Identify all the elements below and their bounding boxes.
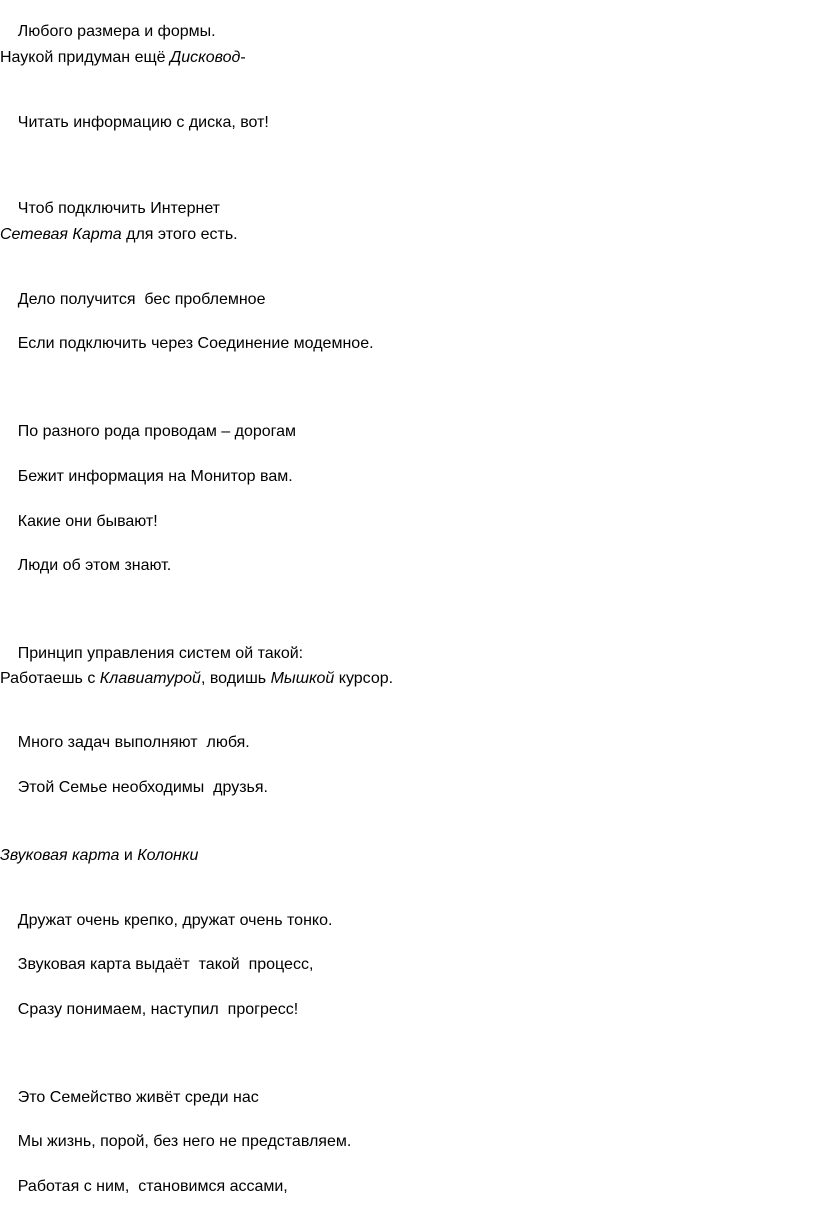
line-text: Это Семейство живёт среди нас [17, 1089, 259, 1106]
line-text: Много задач выполняют любя. [17, 734, 250, 751]
italic-term: Дисковод [169, 49, 241, 66]
line-text: Наукой придуман ещё [0, 49, 170, 66]
line-text: и [119, 847, 138, 864]
line-text: Работаешь с [0, 670, 100, 687]
line-text: Звуковая карта выдаёт такой процесс, [17, 956, 314, 973]
line-text: Если подключить через Соединение модемное. [17, 335, 374, 352]
line-text: Принцип управления систем ой такой: [17, 645, 304, 662]
line-text: Какие они бывают! [17, 513, 158, 530]
poem-line [0, 536, 171, 596]
italic-term: Клавиатурой [99, 670, 201, 687]
poem-line [0, 225, 238, 245]
poem-line [0, 846, 198, 866]
poem-line [0, 980, 298, 1040]
line-text: Читать информацию с диска, вот! [17, 114, 269, 131]
line-text: , водишь [200, 670, 271, 687]
line-text: Дружат очень крепко, дружат очень тонко. [17, 912, 333, 929]
line-text: - [240, 49, 246, 66]
italic-term: Сетевая Карта [0, 226, 122, 243]
italic-term: Мышкой [270, 670, 335, 687]
line-text: для этого есть. [121, 226, 238, 243]
italic-term: Звуковая карта [0, 847, 120, 864]
line-text: Дело получится бес проблемное [17, 291, 266, 308]
line-text: Сразу понимаем, наступил прогресс! [17, 1001, 299, 1018]
poem-line [0, 48, 246, 68]
poem-line [0, 93, 269, 153]
italic-term: Колонки [137, 847, 199, 864]
line-text: Любого размера и формы. [17, 23, 216, 40]
line-text: курсор. [334, 670, 394, 687]
line-text: Люди об этом знают. [17, 557, 172, 574]
line-text: Бежит информация на Монитор вам. [17, 468, 293, 485]
line-text: Работая с ним, становимся ассами, [17, 1178, 288, 1195]
poem-line [0, 758, 268, 818]
poem-line [0, 1157, 288, 1217]
line-text: По разного рода проводам – дорогам [17, 423, 297, 440]
line-text: Мы жизнь, порой, без него не представляем. [17, 1133, 352, 1150]
line-text: Чтоб подключить Интернет [17, 200, 221, 217]
poem-line [0, 669, 393, 689]
poem-line [0, 314, 374, 374]
line-text: Этой Семье необходимы друзья. [17, 779, 268, 796]
